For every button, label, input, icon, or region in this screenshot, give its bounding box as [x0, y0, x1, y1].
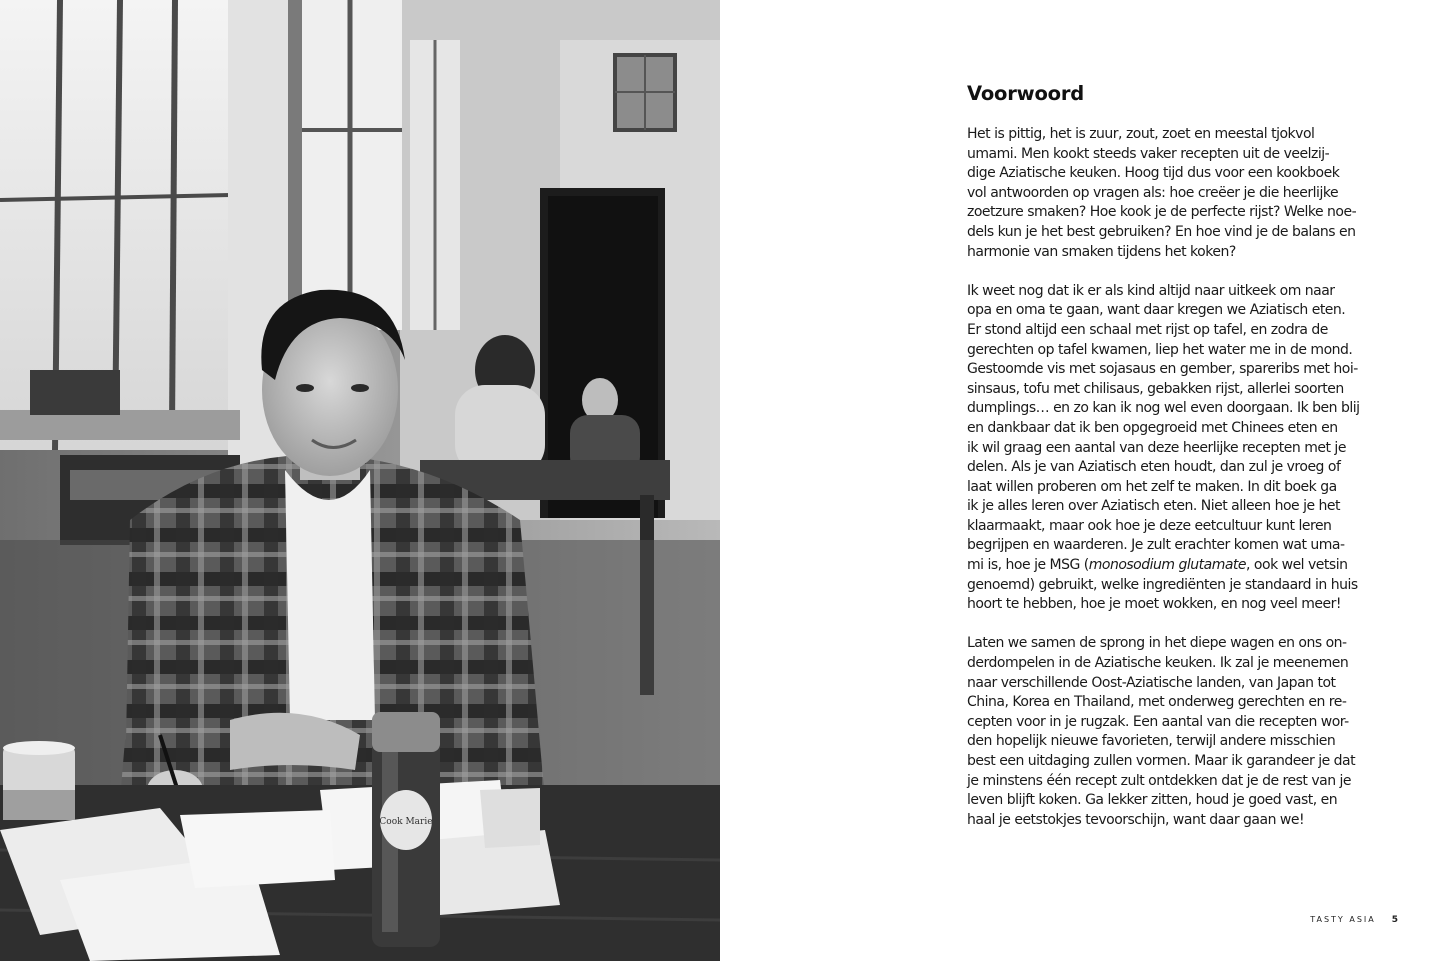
- text-line: leven blijft koken. Ga lekker zitten, houd je goed vast, en: [967, 792, 1338, 809]
- text-line: harmonie van smaken tijdens het koken?: [967, 243, 1236, 260]
- text-line: vol antwoorden op vragen als: hoe creëer je die heerlijke: [967, 184, 1339, 201]
- page-number: 5: [1391, 915, 1398, 925]
- text-line: best een uitdaging zullen vormen. Maar ik garandeer je dat: [967, 753, 1356, 769]
- text-line: China, Korea en Thailand, met onderweg gerechten en re-: [967, 694, 1347, 711]
- text-line: derdompelen in de Aziatische keuken. Ik zal je meenemen: [967, 655, 1349, 672]
- mug: [3, 741, 75, 820]
- body-text: [967, 125, 1377, 850]
- text-line: cepten voor in je rugzak. Een aantal van die recepten wor-: [967, 713, 1349, 730]
- text-line: genoemd) gebruikt, welke ingrediënten je standaard in huis: [967, 576, 1358, 593]
- paragraph-3: [967, 634, 1377, 830]
- text-line: opa en oma te gaan, want daar kregen we Aziatisch eten.: [967, 302, 1346, 319]
- text-line: sinsaus, tofu met chilisaus, gebakken rijst, allerlei soorten: [967, 380, 1344, 397]
- text-line: zoetzure smaken? Hoe kook je de perfecte rijst? Welke noe-: [967, 204, 1357, 221]
- text-line: je minstens één recept zult ontdekken dat je de rest van je: [967, 772, 1352, 789]
- text-line: Er stond altijd een schaal met rijst op tafel, en zodra de: [967, 321, 1328, 338]
- text-line: hoort te hebben, hoe je moet wokken, en nog veel meer!: [967, 596, 1342, 613]
- text-line: Gestoomde vis met sojasaus en gember, spareribs met hoi-: [967, 361, 1358, 378]
- jar: [372, 712, 440, 947]
- paper-sheet: [180, 810, 335, 888]
- page-footer: [1310, 915, 1398, 925]
- text-line: Het is pittig, het is zuur, zout, zoet en meestal tjokvol: [967, 126, 1315, 142]
- text-line: Ik weet nog dat ik er als kind altijd naar uitkeek om naar: [967, 282, 1335, 299]
- text-line: naar verschillende Oost-Aziatische landen, van Japan tot: [967, 674, 1336, 691]
- jar-label: Cook Marie: [379, 817, 433, 827]
- text-line: dumplings… en zo kan ik nog wel even doorgaan. Ik ben blij: [967, 400, 1360, 417]
- text-line: dels kun je het best gebruiken? En hoe vind je de balans en: [967, 223, 1356, 240]
- text-line: begrijpen en waarderen. Je zult erachter komen wat uma-: [967, 537, 1345, 554]
- msg-text-before: mi is, hoe je MSG (: [967, 557, 1089, 574]
- paragraph-1: [967, 125, 1377, 262]
- text-line: umami. Men kookt steeds vaker recepten uit de veelzij-: [967, 145, 1330, 162]
- text-line: dige Aziatische keuken. Hoog tijd dus voor een kookboek: [967, 165, 1340, 182]
- text-line-msg: [967, 556, 1377, 576]
- text-line: gerechten op tafel kwamen, liep het water me in de mond.: [967, 341, 1353, 358]
- paper-sheet: [480, 788, 540, 848]
- page-heading: Voorwoord: [967, 82, 1085, 105]
- text-page: [720, 0, 1440, 961]
- text-line: Laten we samen de sprong in het diepe wagen en ons on-: [967, 635, 1347, 652]
- text-line: ik je alles leren over Aziatisch eten. Niet alleen hoe je het: [967, 498, 1341, 515]
- paragraph-2: [967, 282, 1377, 615]
- text-line: delen. Als je van Aziatisch eten houdt, dan zul je vroeg of: [967, 459, 1341, 476]
- window-middle: [302, 0, 460, 330]
- text-line: haal je eetstokjes tevoorschijn, want daar gaan we!: [967, 811, 1305, 828]
- text-line: klaarmaakt, maar ook hoe je deze eetcultuur kunt leren: [967, 517, 1332, 534]
- text-line: laat willen proberen om het zelf te maken. In dit boek ga: [967, 478, 1337, 495]
- text-line: den hopelijk nieuwe favorieten, terwijl andere misschien: [967, 733, 1336, 750]
- text-line: en dankbaar dat ik ben opgegroeid met Chinees eten en: [967, 419, 1338, 436]
- book-title: TASTY ASIA: [1310, 915, 1376, 924]
- text-line: ik wil graag een aantal van deze heerlijke recepten met je: [967, 439, 1346, 456]
- msg-text-after: , ook wel vetsin: [1246, 557, 1348, 574]
- msg-text-italic: monosodium glutamate: [1088, 557, 1247, 574]
